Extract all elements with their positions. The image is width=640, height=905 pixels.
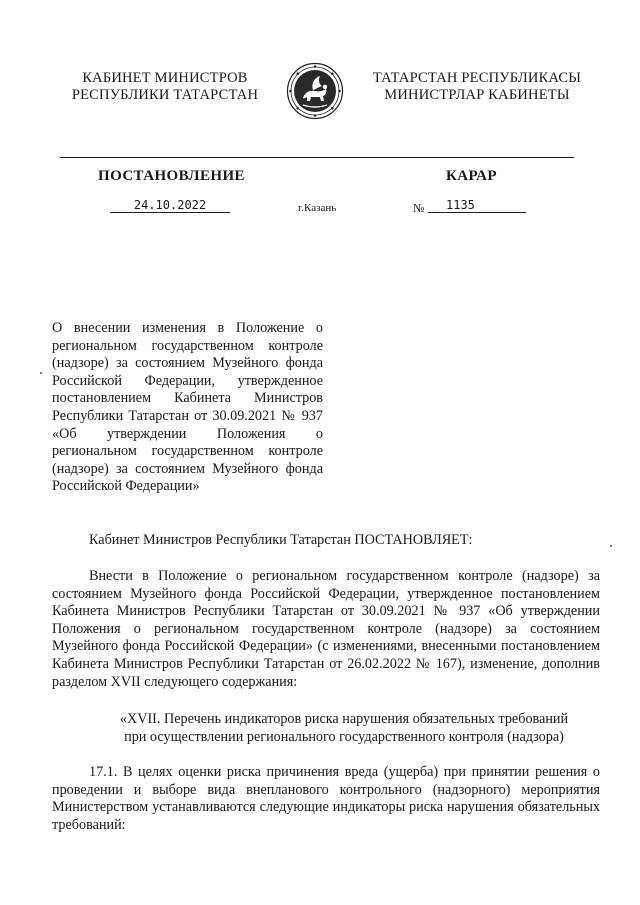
header-right-line2: МИНИСТРЛАР КАБИНЕТЫ	[384, 87, 570, 103]
doc-number-field	[428, 198, 526, 213]
header-left-title	[60, 70, 270, 104]
header-divider	[60, 157, 574, 158]
item-17-1: 17.1. В целях оценки риска причинения вреда (ущерба) при принятии решения о проведении и выборе вида внепланового контрольного (надзорного) мероприятия Министерством устанавливаются следующие индикаторы риска нарушения обязательных требований:	[52, 764, 600, 833]
doc-type-tt: КАРАР	[446, 168, 497, 184]
header-left-line2: РЕСПУБЛИКИ ТАТАРСТАН	[71, 87, 259, 103]
decree-statement: Кабинет Министров Республики Татарстан ПОСТАНОВЛЯЕТ:	[89, 532, 473, 548]
doc-date: 24.10.2022	[110, 198, 230, 213]
header-right-title	[362, 70, 592, 104]
tatarstan-coat-of-arms-icon	[286, 62, 344, 120]
scan-speck	[610, 545, 612, 547]
doc-subject: О внесении изменения в Положение о региональном государственном контроле (надзоре) за состоянием Музейного фонда Российской Федерации, утвержденное постановлением Кабинета Министров Республики Татарстан от 30.09.2021 № 937 «Об утверждении Положения о региональном государственном контроле (надзоре) за состоянием Музейного фонда Российской Федерации»	[52, 320, 323, 495]
header-right-line1: ТАТАРСТАН РЕСПУБЛИКАСЫ	[372, 70, 582, 86]
section-title-line2: при осуществлении регионального государственного контроля (надзора)	[124, 728, 564, 745]
main-paragraph: Внести в Положение о региональном государственном контроле (надзоре) за состоянием Музейного фонда Российской Федерации, утвержденное постановлением Кабинета Министров Республики Татарстан от 30.09.2021 № 937 «Об утверждении Положения о региональном государственном контроле (надзоре) за состоянием Музейного фонда Российской Федерации» (с изменениями, внесенными постановлением Кабинета Министров Республики Татарстан от 26.02.2022 № 167), изменение, дополнив разделом XVII следующего содержания:	[52, 568, 600, 690]
doc-number: 1135	[446, 198, 475, 212]
doc-type-ru: ПОСТАНОВЛЕНИЕ	[98, 168, 245, 184]
section-title	[88, 711, 600, 746]
scan-speck	[40, 372, 42, 374]
header-left-line1: КАБИНЕТ МИНИСТРОВ	[82, 70, 248, 86]
section-title-line1: «XVII. Перечень индикаторов риска нарушения обязательных требований	[119, 711, 569, 727]
doc-number-label: №	[413, 201, 425, 215]
doc-city: г.Казань	[298, 202, 337, 214]
